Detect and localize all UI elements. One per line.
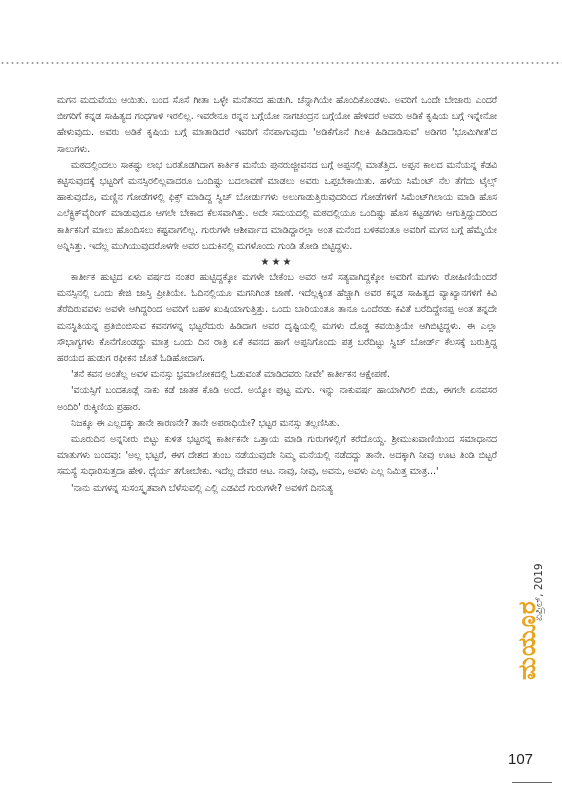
paragraph-7: ಮೂರುದಿನ ಅನ್ನನೀರು ಬಿಟ್ಟು ಕುಳಿತ ಭಟ್ಟರನ್ನ ಕಾರ್ತೀಕನೇ ಒತ್ತಾಯ ಮಾಡಿ ಗುರುಗಳಲ್ಲಿಗೆ ಕರೆದೊಯ್ದ. ಶ್ರೀಮುಖವಾಣಿಯಿಂದ ಸಮಾಧಾನದ ಮಾತುಗಳು ಬಂದವು: 'ಅಲ್ಲ ಭಟ್ಟರೆ, ಈಗ ದೇಶದ ತುಂಬ ನಡೆಯುವುದೇ ನಿಮ್ಮ ಮನೆಯಲ್ಲಿ ನಡೆದದ್ದು ತಾನೇ. ಅದಕ್ಕಾಗಿ ನೀವು ಊಟ ತಿಂಡಿ ಬಿಟ್ಟರೆ ಸಮಸ್ಯೆ ಸುಧಾರಿಸುತ್ತದಾ ಹೇಳಿ. ಧೈರ್ಯ ತಗೋಬೇಕು. ಇದೆಲ್ಲ ದೇವರ ಆಟ. ನಾವು, ನೀವು, ಅವನು, ಅವಳು ಎಲ್ಲ ನಿಮಿತ್ತ ಮಾತ್ರ...' xyxy=(57,434,497,478)
magazine-brand-logo: ಮಯೂರ xyxy=(513,600,541,680)
section-divider: ★★★ xyxy=(260,257,294,269)
paragraph-3: ಕಾರ್ತೀಕ ಹುಟ್ಟಿದ ಏಳು ವರ್ಷದ ನಂತರ ಹುಟ್ಟಿದ್ದಕ್ಕೋ ಮಗಳೇ ಬೇಕೆಂಬ ಅವರ ಆಸೆ ಸತ್ಯವಾಗಿದ್ದಕ್ಕೋ ಅವರಿಗೆ ಮಗಳು ರೋಹಿಣಿಯೆಂದರೆ ಮನಸ್ಸಿನಲ್ಲಿ ಒಂದು ಕೇಜಿ ಜಾಸ್ತಿ ಪ್ರೀತಿಯೇ. ಓದಿನಲ್ಲಿಯೂ ಮಗನಿಗಿಂತ ಜಾಣೆ. ಇದೆಲ್ಲಕ್ಕಿಂತ ಹೆಚ್ಚಾಗಿ ಅವರ ಕನ್ನಡ ಸಾಹಿತ್ಯದ ವ್ಯಾಖ್ಯಾನಗಳಿಗೆ ಕಿವಿ ತೆರೆದಿರುವವಳು ಅವಳೇ ಆಗಿದ್ದರಿಂದ ಅವರಿಗೆ ಬಹಳ ಖುಷಿಯಾಗುತ್ತಿತ್ತು. ಒಂದು ಬಾರಿಯಂತೂ ತಾನೂ ಒಂದೆರಡು ಕವಿತೆ ಬರೆದಿದ್ದೇನಪ್ಪ ಅಂತ ತನ್ನದೇ ಮನಸ್ಥಿತಿಯನ್ನ ಪ್ರತಿಬಿಂಬಿಸುವ ಕವನಗಳನ್ನ ಭಟ್ಟರೆದುರು ಹಿಡಿದಾಗ ಅವರ ದೃಷ್ಟಿಯಲ್ಲಿ ಮಗಳು ದೊಡ್ಡ ಕವಯಿತ್ರಿಯೇ ಆಗಿಬಿಟ್ಟಿದ್ದಳು. ಈ ಎಲ್ಲಾ ಸೌಭಾಗ್ಯಗಳು ಕೊನೆಗೊಂಡದ್ದು ಮಾತ್ರ ಒಂದು ದಿನ ರಾತ್ರಿ ಏಕೆ ಕವನದ ಹಾಗೆ ಅಪ್ಪನಿಗೊಂದು ಪತ್ರ ಬರೆದಿಟ್ಟು ಸ್ವಿಚ್ ಬೋರ್ಡ್ ಕೆಲಸಕ್ಕೆ ಬರುತ್ತಿದ್ದ ಹರಯದ ಹುಡುಗ ರಫೀಕನ ಜೊತೆ ಓಡಿಹೋದಾಗ. xyxy=(57,272,497,365)
paragraph-6: ನಿಜಕ್ಕೂ ಈ ಎಲ್ಲದಕ್ಕು ತಾನೇ ಕಾರಣನೇ? ತಾನೇ ಅಪರಾಧಿಯೇ? ಭಟ್ಟರ ಮನಸ್ಸು ತಲ್ಲಣಿಸಿತು. xyxy=(71,417,340,429)
page-number-rule xyxy=(512,782,552,783)
paragraph-2: ಮಠದಲ್ಲಿಂದಲು ಸಾಕಷ್ಟು ಲಾಭ ಬರತೊಡಗಿದಾಗ ಕಾರ್ತಿಕ ಮನೆಯ ಪುನರುಜ್ಜೀವನದ ಬಗ್ಗೆ ಅಪ್ಪನಲ್ಲಿ ಮಾತೆತ್ತಿದ. ಅಪ್ಪನ ಕಾಲದ ಮನೆಯನ್ನ ಕೆಡವಿ ಕಟ್ಟಿಸುವುದಕ್ಕೆ ಭಟ್ಟರಿಗೆ ಮನಸ್ಸಿರಲಿಲ್ಲವಾದರೂ ಒಂದಿಷ್ಟು ಬದಲಾವಣೆ ಮಾಡಲು ಅವರು ಒಪ್ಪಬೇಕಾಯಿತು. ಹಳೆಯ ಸಿಮೆಂಟ್ ನೆಲ ತೆಗೆದು ಟೈಲ್ಸ್ ಹಾಕುವುದೊ, ಮಣ್ಣಿನ ಗೋಡೆಗಳಲ್ಲಿ ಫಿಕ್ಸ್ ಮಾಡಿದ್ದ ಸ್ವಿಚ್ ಬೋರ್ಡುಗಳು ಅಲುಗಾಡುತ್ತಿರುವುದರಿಂದ ಗೋಡೆಗಳಿಗೆ ಸಿಮೆಂಟ್‌ಗಿಲಾಯ ಮಾಡಿ ಹೊಸ ಎಲೆಕ್ಟ್ರಿಕ್‌ವೈರಿಂಗ್ ಮಾಡುವುದೂ ಆಗಲೇ ಬೇಕಾದ ಕೆಲಸವಾಗಿತ್ತು. ಅದೇ ಸಮಯದಲ್ಲಿ ಮಠದಲ್ಲಿಯೂ ಒಂದಿಷ್ಟು ಹೊಸ ಕಟ್ಟಡಗಳು ಆಗುತ್ತಿದ್ದುದರಿಂದ ಕಾರ್ತಿಕನಿಗೆ ಮಾಲು ಹೊಂದಿಸಲು ಕಷ್ಟವಾಗಲಿಲ್ಲ. ಗುರುಗಳೇ ಆಶೀರ್ವಾದ ಮಾಡಿದ್ದಾರಲ್ಲಾ ಅಂತ ಮನೆಂದ ಬಳಿಕವಂತೂ ಅವರಿಗೆ ಮಗನ ಬಗ್ಗೆ ಹೆಮ್ಮೆಯೇ ಅನ್ನಿಸಿತ್ತು. ಇದೆಲ್ಲ ಮುಗಿಯುವುದರೊಳಗೇ ಅವರ ಬದುಕಿನಲ್ಲಿ ಮಗಳೊಂದು ಗುಂಡಿ ತೋಡಿ ಬಿಟ್ಟಿದ್ದಳು. xyxy=(57,159,497,252)
paragraph-4: 'ತನೆ ಕವನ ಅಂತೆಲ್ಲ ಅವಳ ಮನಸ್ಸು ಭ್ರಮಾಲೋಕದಲ್ಲಿ ಓಡುವಂತೆ ಮಾಡಿದವರು ನೀವೇ' ಕಾರ್ತೀಕನ ಆಕ್ಷೇಪಣೆ. xyxy=(71,369,390,381)
paragraph-8: 'ನಾನು ಮಗಳನ್ನ ಸುಸಂಸ್ಕೃತವಾಗಿ ಬೆಳೆಸುವಲ್ಲಿ ಎಲ್ಲಿ ಎಡವಿದೆ ಗುರುಗಳೇ? ಅವಳಿಗೆ ದಿನನಿತ್ಯ xyxy=(71,482,334,494)
issue-date: ಏಪ್ರಿಲ್, 2019 xyxy=(533,563,545,621)
paragraph-5: 'ವಯಸ್ಸಿಗೆ ಬಂದಕೂಡ್ಲೆ ನಾಕು ಕಡೆ ಜಾತಕ ಕೊಡಿ ಅಂದೆ. ಅಯ್ಯೋ ಪುಟ್ಟ ಮಗು. ಇನ್ನು ನಾಕುವರ್ಷ ಹಾಯಾಗಿರಲಿ ಬಿಡು, ಈಗಲೇ ಏನವಸರ ಅಂದಿರಿ' ರುಕ್ಮಿಣಿಯ ಪ್ರಹಾರ. xyxy=(57,385,497,413)
dotted-header-rule xyxy=(0,62,562,64)
page-number: 107 xyxy=(508,751,534,768)
paragraph-1: ಮಗನ ಮದುವೆಯು ಆಯಿತು. ಬಂದ ಸೊಸೆ ಗೀತಾ ಒಳ್ಳೇ ಮನೆತನದ ಹುಡುಗಿ. ಚೆನ್ನಾಗಿಯೇ ಹೊಂದಿಕೊಂಡಳು. ಅವರಿಗೆ ಒಂದೇ ಬೇಜಾರು ಎಂದರೆ ಬೀಗರಿಗೆ ಕನ್ನಡ ಸಾಹಿತ್ಯದ ಗಂಧಗಾಳಿ ಇರಲಿಲ್ಲ. ಇವರೇನೂ ರನ್ನನ ಬಗ್ಗೆಯೋ ನಾಗಚಂದ್ರನ ಬಗ್ಗೆಯೋ ಹೇಳಿದರೆ ಅವರು ಅಡಿಕೆ ಕೃಷಿಯ ಬಗ್ಗೆ ಇನ್ನೇನೋ ಹೇಳುವುದು. ಅವರು ಅಡಿಕೆ ಕೃಷಿಯ ಬಗ್ಗೆ ಮಾತಾಡಿದರೆ ಇವರಿಗೆ ನೆನಪಾಗುವುದು 'ಅಡಿಕೆಗೊನೆ ಗಿಲಕಿ ಹಿಡಿದಾಡಿಸುವ' ಅಡಿಗರ 'ಭೂಮಿಗೀತ'ದ ಸಾಲುಗಳು. xyxy=(57,95,497,155)
story-body xyxy=(57,93,497,497)
